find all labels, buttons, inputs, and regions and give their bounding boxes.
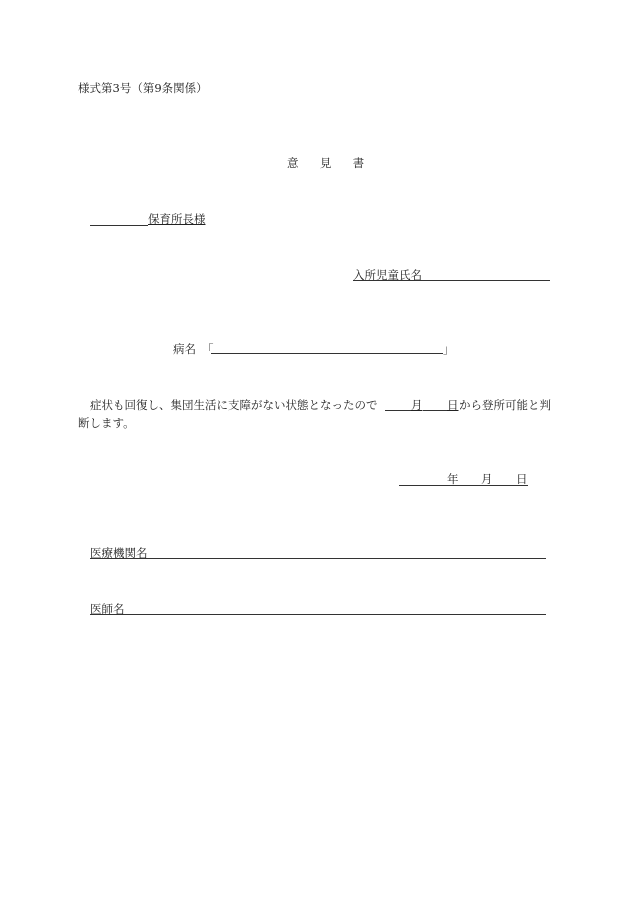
addressee-label: 保育所長様 — [148, 212, 206, 226]
document-title — [287, 156, 364, 170]
doctor-line[interactable] — [90, 614, 546, 615]
title-char-1: 意 — [287, 156, 299, 170]
statement-part2: から登所可能と判 — [459, 398, 551, 412]
statement-day-blank[interactable] — [423, 410, 447, 411]
statement-part1: 症状も回復し、集団生活に支障がない状態となったので — [90, 398, 378, 412]
statement-month-blank[interactable] — [385, 410, 411, 411]
child-name-label: 入所児童氏名 — [353, 268, 422, 282]
doctor-label: 医師名 — [90, 602, 125, 616]
disease-label: 病名 — [173, 342, 196, 356]
date-year: 年 — [447, 472, 459, 486]
statement-month: 月 — [411, 398, 423, 412]
date-month: 月 — [481, 472, 493, 486]
form-number: 様式第3号（第9条関係） — [78, 81, 208, 95]
institution-line[interactable] — [90, 558, 546, 559]
date-day: 日 — [516, 472, 528, 486]
institution-label: 医療機関名 — [90, 546, 148, 560]
date-line[interactable] — [399, 485, 528, 486]
disease-line[interactable] — [211, 353, 443, 354]
title-char-3: 書 — [352, 156, 365, 170]
child-name-line[interactable] — [353, 280, 550, 281]
statement-day: 日 — [447, 398, 459, 412]
addressee-blank-line — [90, 225, 148, 226]
disease-open-bracket: 「 — [202, 342, 214, 356]
disease-close-bracket: 」 — [443, 342, 455, 356]
title-char-2: 見 — [319, 156, 332, 170]
statement-part3: 断します。 — [78, 416, 135, 430]
